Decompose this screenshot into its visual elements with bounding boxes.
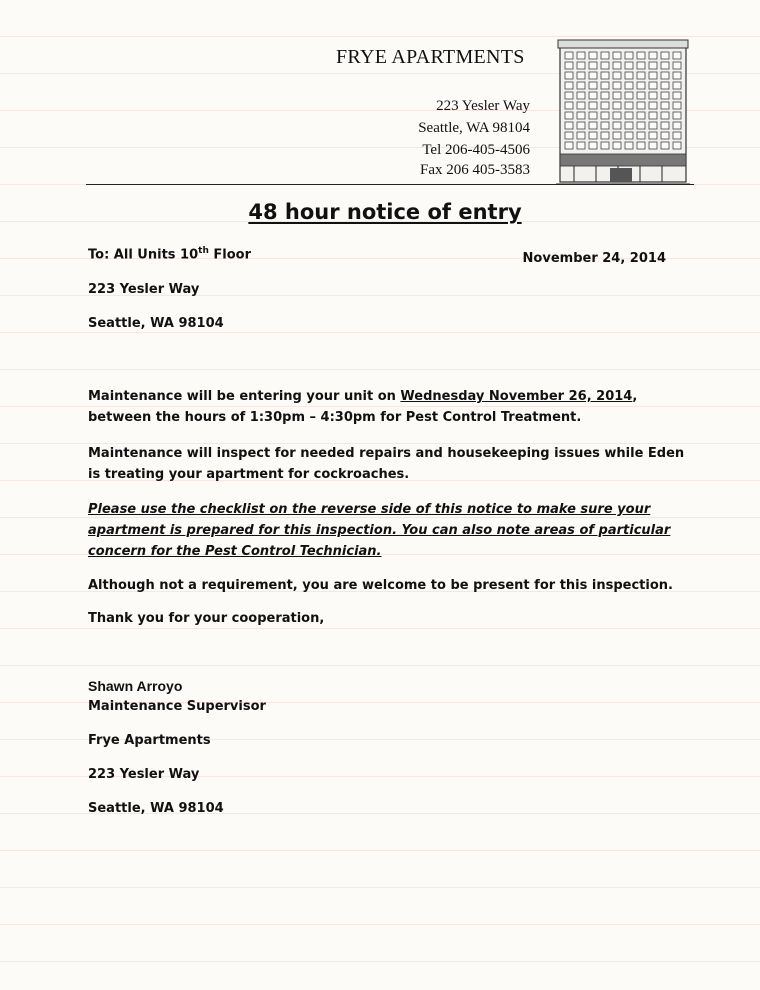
building-window bbox=[637, 72, 645, 79]
signer-name: Shawn Arroyo bbox=[88, 678, 183, 694]
letterhead-tel: Tel 206-405-4506 bbox=[422, 142, 530, 158]
building-window bbox=[649, 132, 657, 139]
building-window bbox=[661, 102, 669, 109]
building-window bbox=[589, 132, 597, 139]
building-window bbox=[589, 102, 597, 109]
building-window bbox=[565, 132, 573, 139]
building-window bbox=[661, 62, 669, 69]
building-window bbox=[625, 112, 633, 119]
building-window bbox=[613, 112, 621, 119]
paragraph-presence: Although not a requirement, you are welcome to be present for this inspection. bbox=[88, 578, 673, 593]
building-window bbox=[673, 122, 681, 129]
building-window bbox=[565, 122, 573, 129]
building-icon bbox=[556, 38, 690, 186]
building-window bbox=[577, 112, 585, 119]
company-name: FRYE APARTMENTS bbox=[336, 46, 525, 68]
building-window bbox=[601, 132, 609, 139]
building-window bbox=[613, 102, 621, 109]
building-window bbox=[649, 72, 657, 79]
building-window bbox=[601, 122, 609, 129]
building-window bbox=[577, 62, 585, 69]
building-window bbox=[625, 122, 633, 129]
building-window bbox=[601, 82, 609, 89]
building-window bbox=[601, 62, 609, 69]
paragraph-checklist: Please use the checklist on the reverse side of this notice to make sure your apartment is prepared for this inspection. You can also note areas of particular concern for the Pest Control Technician. bbox=[88, 502, 671, 559]
building-window bbox=[625, 92, 633, 99]
letterhead-fax: Fax 206 405-3583 bbox=[420, 162, 530, 178]
building-window bbox=[577, 92, 585, 99]
building-window bbox=[613, 122, 621, 129]
building-window bbox=[565, 142, 573, 149]
building-window bbox=[589, 62, 597, 69]
building-window bbox=[637, 82, 645, 89]
building-window bbox=[589, 72, 597, 79]
building-window bbox=[649, 52, 657, 59]
building-window bbox=[565, 62, 573, 69]
recipient-street: 223 Yesler Way bbox=[88, 282, 200, 297]
recipient-to bbox=[88, 246, 251, 262]
building-window bbox=[625, 62, 633, 69]
building-window bbox=[673, 62, 681, 69]
building-window bbox=[661, 92, 669, 99]
recipient-city: Seattle, WA 98104 bbox=[88, 316, 224, 331]
building-window bbox=[649, 122, 657, 129]
building-window bbox=[649, 142, 657, 149]
building-window bbox=[589, 122, 597, 129]
building-window bbox=[673, 72, 681, 79]
building-window bbox=[637, 62, 645, 69]
paragraph-entry-after: , between the hours of 1:30pm – 4:30pm for Pest Control Treatment. bbox=[88, 389, 638, 425]
building-window bbox=[661, 132, 669, 139]
building-window bbox=[637, 92, 645, 99]
building-window bbox=[625, 102, 633, 109]
building-window bbox=[577, 52, 585, 59]
building-window bbox=[673, 142, 681, 149]
building-window bbox=[661, 112, 669, 119]
signer-title: Maintenance Supervisor bbox=[88, 699, 266, 714]
signer-street: 223 Yesler Way bbox=[88, 767, 200, 782]
header-rule bbox=[86, 184, 694, 185]
building-window bbox=[601, 142, 609, 149]
building-window bbox=[565, 92, 573, 99]
building-window bbox=[613, 52, 621, 59]
building-window bbox=[613, 132, 621, 139]
building-window bbox=[637, 102, 645, 109]
building-window bbox=[589, 142, 597, 149]
building-window bbox=[589, 52, 597, 59]
building-window bbox=[601, 112, 609, 119]
building-window bbox=[613, 82, 621, 89]
building-window bbox=[673, 52, 681, 59]
paragraph-entry bbox=[88, 386, 688, 428]
building-window bbox=[577, 82, 585, 89]
building-window bbox=[649, 92, 657, 99]
notice-title: 48 hour notice of entry bbox=[248, 200, 522, 224]
recipient-to-prefix: To: All Units 10 bbox=[88, 247, 199, 263]
building-window bbox=[673, 82, 681, 89]
building-window bbox=[649, 62, 657, 69]
building-window bbox=[661, 52, 669, 59]
building-window bbox=[673, 92, 681, 99]
building-window bbox=[589, 82, 597, 89]
building-window bbox=[673, 102, 681, 109]
building-window bbox=[613, 62, 621, 69]
building-window bbox=[661, 122, 669, 129]
building-window bbox=[637, 52, 645, 59]
building-window bbox=[565, 102, 573, 109]
building-window bbox=[577, 102, 585, 109]
building-window bbox=[661, 72, 669, 79]
building-window bbox=[625, 132, 633, 139]
building-window bbox=[601, 92, 609, 99]
building-window bbox=[625, 52, 633, 59]
building-window bbox=[601, 102, 609, 109]
building-window bbox=[649, 112, 657, 119]
building-window bbox=[565, 72, 573, 79]
building-window bbox=[637, 112, 645, 119]
building-window bbox=[661, 142, 669, 149]
building-window bbox=[613, 92, 621, 99]
building-window bbox=[577, 72, 585, 79]
building-window bbox=[625, 82, 633, 89]
building-window bbox=[625, 142, 633, 149]
building-window bbox=[613, 72, 621, 79]
notice-date: November 24, 2014 bbox=[522, 251, 666, 266]
building-window bbox=[637, 132, 645, 139]
recipient-to-sup: th bbox=[198, 246, 209, 256]
building-window bbox=[649, 82, 657, 89]
paragraph-thanks: Thank you for your cooperation, bbox=[88, 611, 325, 626]
building-window bbox=[649, 102, 657, 109]
building-window bbox=[601, 72, 609, 79]
building-window bbox=[625, 72, 633, 79]
building-window bbox=[661, 82, 669, 89]
building-window bbox=[565, 52, 573, 59]
building-window bbox=[589, 92, 597, 99]
paragraph-inspection: Maintenance will inspect for needed repairs and housekeeping issues while Eden is treating your apartment for cockroaches. bbox=[88, 446, 685, 482]
signer-city: Seattle, WA 98104 bbox=[88, 801, 224, 816]
letterhead-street: 223 Yesler Way bbox=[436, 98, 530, 114]
recipient-to-suffix: Floor bbox=[208, 247, 251, 263]
paragraph-entry-before: Maintenance will be entering your unit on bbox=[88, 389, 401, 404]
building-window bbox=[673, 112, 681, 119]
building-window bbox=[577, 122, 585, 129]
building-window bbox=[565, 82, 573, 89]
signer-org: Frye Apartments bbox=[88, 733, 211, 748]
building-window bbox=[565, 112, 573, 119]
entry-date: Wednesday November 26, 2014 bbox=[400, 389, 633, 404]
building-window bbox=[637, 142, 645, 149]
building-window bbox=[601, 52, 609, 59]
building-window bbox=[589, 112, 597, 119]
building-window bbox=[577, 142, 585, 149]
building-window bbox=[613, 142, 621, 149]
building-window bbox=[577, 132, 585, 139]
letterhead-city: Seattle, WA 98104 bbox=[418, 120, 530, 136]
building-window bbox=[673, 132, 681, 139]
building-window bbox=[637, 122, 645, 129]
